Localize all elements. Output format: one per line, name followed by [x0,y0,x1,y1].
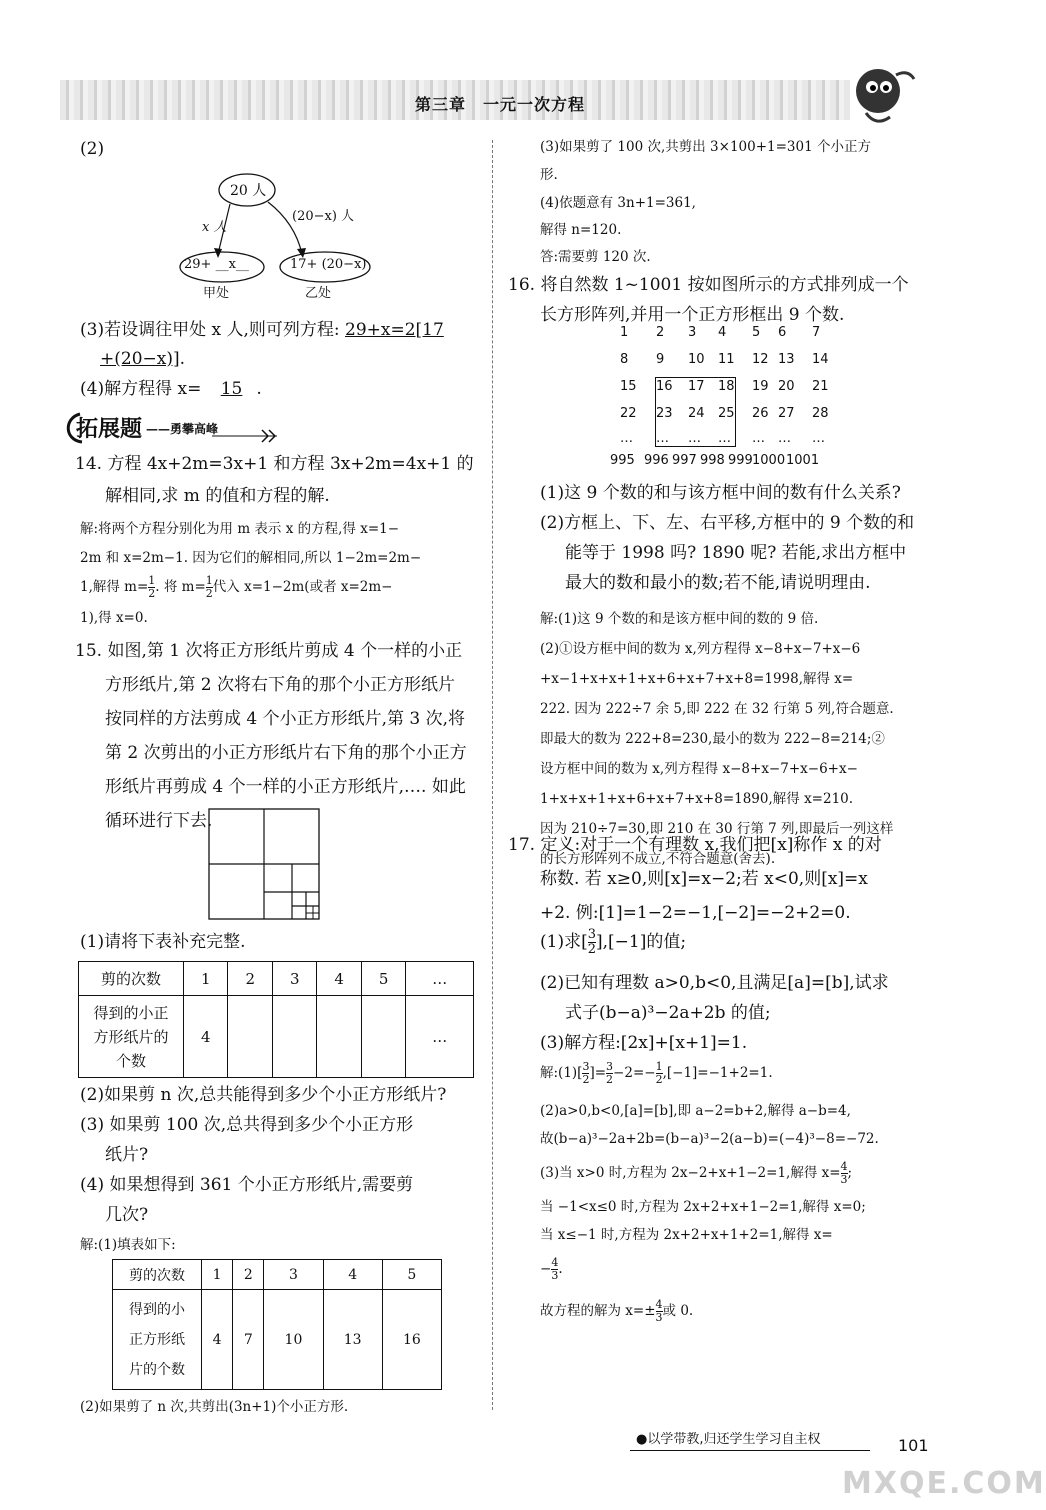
q16-sol-line: 的长方形阵列不成立,不符合题意(舍去). [540,851,776,867]
q17-sol3-1 [540,1158,852,1188]
row-label: 个数 [115,1051,146,1070]
q17-sol2-1: (2)a>0,b<0,[a]=[b],即 a−2=b+2,解得 a−b=4, [540,1103,851,1119]
q13-part2-label: (2) [80,139,105,159]
row-label: 方形纸片的 [93,1027,169,1046]
q17-sol2-2: 故(b−a)³−2a+2b=(b−a)³−2(a−b)=(−4)³−8=−72. [540,1131,879,1147]
table-cell: 4 [184,996,228,1078]
table-cell [361,996,405,1078]
table-cell [228,996,272,1078]
q17-sol3-1a: (3)当 x>0 时,方程为 2x−2+x+1−2=1,解得 x= [540,1165,841,1181]
diagram-right-node: 17+ (20−x) [290,257,367,272]
table-cell: … [406,996,474,1078]
q14-line1: 14. 方程 4x+2m=3x+1 和方程 3x+2m=4x+1 的 [75,454,474,474]
table-cell: 7 [233,1290,264,1390]
frac-num: 1 [148,574,156,587]
array-cell: 10 [688,352,705,367]
q16-sol-line: 设方框中间的数为 x,列方程得 x−8+x−7+x−6+x− [540,761,858,777]
q17-sol3-4 [540,1254,563,1284]
paper-square-figure [208,808,320,920]
frac-num: 3 [582,1060,590,1073]
array-cell: 27 [778,406,795,421]
array-cell: 22 [620,406,637,421]
array-cell: … [620,431,633,446]
q14-sol3b: . 将 m= [155,579,206,595]
q16-line2: 长方形阵列,并用一个正方形框出 9 个数. [540,305,845,325]
table-cell: 4 [323,1260,382,1290]
array-cell: 3 [688,325,697,340]
fraction-four-thirds [841,1161,848,1186]
q17-sol3-end: . [558,1261,563,1277]
frac-num: 1 [655,1060,663,1073]
q15-part3-2: 纸片? [105,1145,149,1165]
frac-den: 3 [551,1269,559,1282]
frac-num: 3 [587,927,596,942]
array-cell: 15 [620,379,637,394]
array-cell: 995 [610,453,635,468]
q17-sol3-3: 当 x≤−1 时,方程为 2x+2+x+1+2=1,解得 x= [540,1227,833,1243]
array-cell: 17 [688,379,705,394]
q15-line: 15. 如图,第 1 次将正方形纸片剪成 4 个一样的小正 [75,641,463,661]
frac-den: 3 [840,1173,848,1186]
array-cell: 13 [778,352,795,367]
q13-part3-end: . [179,349,186,369]
array-cell: 7 [812,325,821,340]
q16-sol-line: 即最大的数为 222+8=230,最小的数为 222−8=214;② [540,731,885,747]
frac-den: 3 [655,1311,663,1324]
table-cell [113,1290,202,1390]
q17-line: 17. 定义:对于一个有理数 x,我们把[x]称作 x 的对 [508,835,882,855]
q16-part1: (1)这 9 个数的和与该方框中间的数有什么关系? [540,483,901,503]
q17-line: +2. 例:[1]=1−2=−1,[−2]=−2+2=0. [540,903,851,923]
q17-sol3-minus: − [540,1261,552,1277]
q15-line: 方形纸片,第 2 次将右下角的那个小正方形纸片 [105,675,456,695]
array-cell: 25 [718,406,735,421]
diagram-left-node: 29+ __x__ [184,257,249,272]
q17-part2-2: 式子(b−a)³−2a+2b 的值; [565,1003,771,1023]
q13-part4-end: . [256,379,262,399]
array-cell: 23 [656,406,673,421]
array-cell: … [656,431,669,446]
q17-part1b: ],[−1]的值; [596,932,687,952]
table-cell: 4 [202,1290,233,1390]
q16-sol-line: 1+x+x+1+x+6+x+7+x+8=1890,解得 x=210. [540,791,854,807]
diagram-right-caption: 乙处 [305,286,332,301]
mascot-icon [840,55,920,135]
footer-slogan: ●以学带教,归还学生学习自主权 [636,1432,821,1447]
q13-part3-answer2: +(20−x)] [100,349,180,369]
array-cell: 28 [812,406,829,421]
array-cell: 16 [656,379,673,394]
array-cell: 997 [672,453,697,468]
q16-sol-line: +x−1+x+x+1+x+6+x+7+x+8=1998,解得 x= [540,671,854,687]
watermark: MXQE.COM [842,1466,1046,1501]
q17-sol3-6 [540,1296,693,1326]
q17-line: 称数. 若 x≥0,则[x]=x−2;若 x<0,则[x]=x [540,869,868,889]
table-row [79,962,474,996]
section-title: 拓展题 [76,416,143,442]
table-cell: 2 [228,962,272,996]
section-banner [62,410,282,446]
table-cell [317,996,361,1078]
array-cell: … [778,431,791,446]
row-label: 得到的小正 [93,1003,169,1022]
array-cell: 21 [812,379,829,394]
q16-part2-3: 最大的数和最小的数;若不能,请说明理由. [565,573,871,593]
table-cell: 5 [382,1260,441,1290]
q15-sol4-3: 答:需要剪 120 次. [540,249,651,265]
fraction-half [206,575,213,600]
table-cuts-filled [112,1259,442,1390]
frac-den: 2 [148,587,156,600]
footer-rule [630,1450,870,1451]
diagram-left-edge: x 人 [202,220,227,235]
q17-sol3-2: 当 −1<x≤0 时,方程为 2x+2+x+1−2=1,解得 x=0; [540,1199,866,1215]
frac-den: 2 [655,1073,663,1086]
table-cell: 10 [264,1290,323,1390]
q15-sol4-2: 解得 n=120. [540,222,622,238]
table-cell: 4 [317,962,361,996]
q13-part3-answer1: 29+x=2[17 [345,320,444,340]
array-cell: 19 [752,379,769,394]
array-cell: 1 [620,325,629,340]
q15-part1: (1)请将下表补充完整. [80,932,246,952]
array-cell: … [688,431,701,446]
frac-num: 1 [205,574,213,587]
table-cell: … [406,962,474,996]
array-cell: … [752,431,765,446]
table-cell: 剪的次数 [79,962,184,996]
fraction-half [656,1061,663,1086]
array-cell: 4 [718,325,727,340]
array-cell: 999 [728,453,753,468]
q15-sol2: (2)如果剪了 n 次,共剪出(3n+1)个小正方形. [80,1399,349,1415]
q17-sol1 [540,1058,773,1088]
q17-text [508,828,938,930]
frac-den: 2 [606,1073,614,1086]
array-cell: 2 [656,325,665,340]
q15-part2: (2)如果剪 n 次,总共能得到多少个小正方形纸片? [80,1085,447,1105]
q15-line: 按同样的方法剪成 4 个小正方形纸片,第 3 次,将 [105,709,466,729]
q14-sol3a: 1,解得 m= [80,579,149,595]
table-cell: 16 [382,1290,441,1390]
fraction-three-halves [588,928,596,957]
diagram-left-caption: 甲处 [203,286,230,301]
q14-sol3c: 代入 x=1−2m(或者 x=2m− [212,579,393,595]
q17-sol3-6a: 故方程的解为 x=± [540,1303,656,1319]
table-cell: 2 [233,1260,264,1290]
frac-num: 4 [840,1160,848,1173]
array-cell: 8 [620,352,629,367]
array-cell: 9 [656,352,665,367]
page-number: 101 [898,1436,929,1455]
frac-num: 4 [551,1256,559,1269]
array-cell: 20 [778,379,795,394]
q15-sol1: 解:(1)填表如下: [80,1237,176,1253]
allocation-diagram [170,168,380,303]
q17-sol1a: 解:(1)[ [540,1065,583,1081]
q16-sol-line: (2)①设方框中间的数为 x,列方程得 x−8+x−7+x−6 [540,641,861,657]
chapter-title: 第三章 一元一次方程 [414,95,585,114]
table-cell [272,996,316,1078]
q16-part2-2: 能等于 1998 吗? 1890 呢? 若能,求出方框中 [565,543,907,563]
q13-part3-text: (3)若设调往甲处 x 人,则可列方程: [80,320,340,340]
q16-line1: 16. 将自然数 1~1001 按如图所示的方式排列成一个 [508,275,909,295]
array-cell: … [718,431,731,446]
diagram-top-node: 20 人 [230,183,267,199]
q13-part4 [80,372,262,406]
table-cell [79,996,184,1078]
table-cell: 剪的次数 [113,1260,202,1290]
table-row [113,1290,442,1390]
q15-line: 循环进行下去. [105,811,213,831]
array-cell: 5 [752,325,761,340]
q15-line: 形纸片再剪成 4 个一样的小正方形纸片,…. 如此 [105,777,466,797]
q17-sol3-1b: ; [847,1165,853,1181]
array-cell: 1001 [786,453,820,468]
q15-sol3-2: 形. [540,167,558,183]
q15-part3-1: (3) 如果剪 100 次,总共得到多少个小正方形 [80,1115,414,1135]
frac-den: 2 [582,1073,590,1086]
table-cell: 13 [323,1290,382,1390]
table-cell: 3 [272,962,316,996]
q16-sol-line: 解:(1)这 9 个数的和是该方框中间的数的 9 倍. [540,611,819,627]
selection-frame [655,377,736,447]
q16-sol-line: 因为 210÷7=30,即 210 在 30 行第 7 列,即最后一列这样 [540,821,894,837]
frac-den: 2 [587,942,596,957]
q17-sol3-6b: 或 0. [662,1303,694,1319]
q14-sol3 [80,572,393,602]
q13-part3-cont [100,342,185,376]
q17-sol1d: ,[−1]=−1+2=1. [662,1065,773,1081]
q17-part1 [540,925,686,959]
frac-num: 3 [606,1060,614,1073]
q15-line: 第 2 次剪出的小正方形纸片右下角的那个小正方 [105,743,467,763]
q17-sol1b: ]= [589,1065,607,1081]
array-cell: 6 [778,325,787,340]
array-cell: … [812,431,825,446]
table-cell: 5 [361,962,405,996]
q17-part3: (3)解方程:[2x]+[x+1]=1. [540,1033,748,1053]
table-cell: 3 [264,1260,323,1290]
table-row [113,1260,442,1290]
array-cell: 18 [718,379,735,394]
q15-sol3-1: (3)如果剪了 100 次,共剪出 3×100+1=301 个小正方 [540,139,871,155]
fraction-four-thirds [656,1299,663,1324]
q16-sol-line: 222. 因为 222÷7 余 5,即 222 在 32 行第 5 列,符合题意. [540,701,894,717]
row-label: 正方形纸 [129,1331,185,1348]
q17-part2-1: (2)已知有理数 a>0,b<0,且满足[a]=[b],试求 [540,973,889,993]
q13-part4-text: (4)解方程得 x= [80,379,202,399]
diagram-right-edge: (20−x) 人 [292,209,355,224]
frac-den: 2 [205,587,213,600]
table-cuts-blank [78,961,474,1078]
column-divider [492,140,493,1410]
q17-sol1c: −2=− [613,1065,656,1081]
frac-num: 4 [655,1298,663,1311]
table-cell: 1 [202,1260,233,1290]
q14-sol2: 2m 和 x=2m−1. 因为它们的解相同,所以 1−2m=2m− [80,550,422,566]
q16-part2-1: (2)方框上、下、左、右平移,方框中的 9 个数的和 [540,513,915,533]
row-label: 得到的小 [129,1301,185,1318]
q17-part1a: (1)求[ [540,932,588,952]
section-subtitle: ——勇攀高峰 [146,422,219,436]
q15-part4-2: 几次? [105,1205,149,1225]
array-cell: 12 [752,352,769,367]
array-cell: 14 [812,352,829,367]
array-cell: 998 [700,453,725,468]
q14-sol4: 1),得 x=0. [80,610,148,626]
row-label: 片的个数 [129,1361,185,1378]
table-cell: 1 [184,962,228,996]
q13-part4-answer: 15 [220,379,243,399]
array-cell: 24 [688,406,705,421]
q15-sol4-1: (4)依题意有 3n+1=361, [540,195,696,211]
array-cell: 996 [644,453,669,468]
q14-sol1: 解:将两个方程分别化为用 m 表示 x 的方程,得 x=1− [80,521,400,537]
q14-line2: 解相同,求 m 的值和方程的解. [105,486,330,506]
fraction-three-halves [606,1061,613,1086]
q15-part4-1: (4) 如果想得到 361 个小正方形纸片,需要剪 [80,1175,414,1195]
array-cell: 26 [752,406,769,421]
table-row [79,996,474,1078]
array-cell: 1000 [752,453,786,468]
array-cell: 11 [718,352,735,367]
